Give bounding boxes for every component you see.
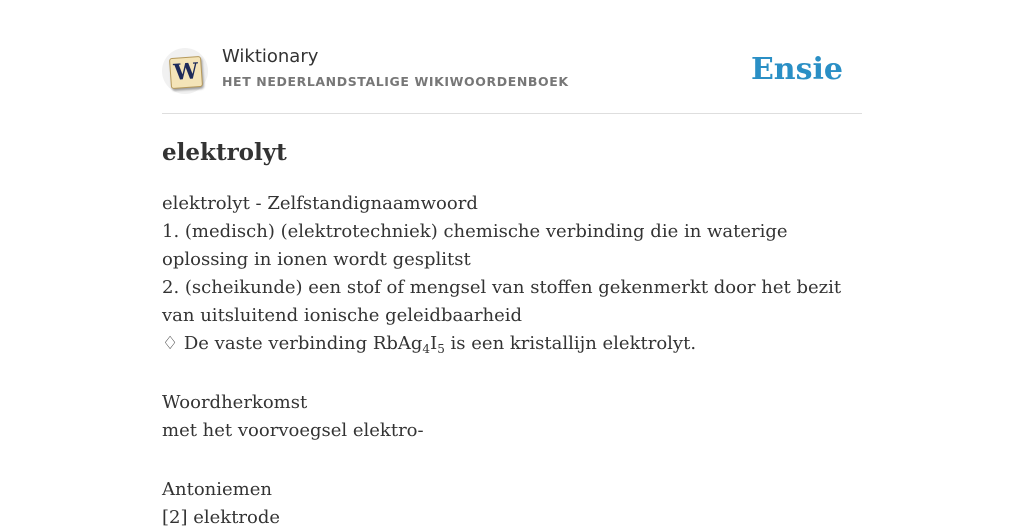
etymology-heading: Woordherkomst <box>162 392 308 413</box>
site-subtitle: HET NEDERLANDSTALIGE WIKIWOORDENBOEK <box>222 74 569 89</box>
antonyms-heading: Antoniemen <box>162 479 272 500</box>
example-prefix: ♢ De vaste verbinding RbAg <box>162 333 423 354</box>
page-title: elektrolyt <box>162 139 287 166</box>
etymology-text: met het voorvoegsel elektro- <box>162 420 424 441</box>
site-header <box>162 44 862 114</box>
logo-tile-icon: W <box>169 56 203 89</box>
example-mid: I <box>430 333 438 354</box>
example-sub-1: 4 <box>422 342 431 356</box>
example-suffix: is een kristallijn elektrolyt. <box>444 333 697 354</box>
word-class: elektrolyt - Zelfstandignaamwoord <box>162 193 478 214</box>
site-title[interactable]: Wiktionary <box>222 46 319 67</box>
definition-2: 2. (scheikunde) een stof of mengsel van stoffen gekenmerkt door het bezit van uitsluitend ionische geleidbaarheid <box>162 277 842 326</box>
spacer <box>162 445 862 476</box>
spacer <box>162 358 862 389</box>
entry-body <box>162 190 862 532</box>
example-sub-2: 5 <box>437 342 445 356</box>
wiktionary-logo[interactable] <box>162 48 208 94</box>
antonyms-text: [2] elektrode <box>162 507 281 528</box>
definition-1: 1. (medisch) (elektrotechniek) chemische verbinding die in waterige oplossing in ionen wordt gesplitst <box>162 221 788 270</box>
example-sentence <box>162 330 862 358</box>
ensie-brand-link[interactable]: Ensie <box>750 52 843 87</box>
entry-content <box>162 138 862 532</box>
